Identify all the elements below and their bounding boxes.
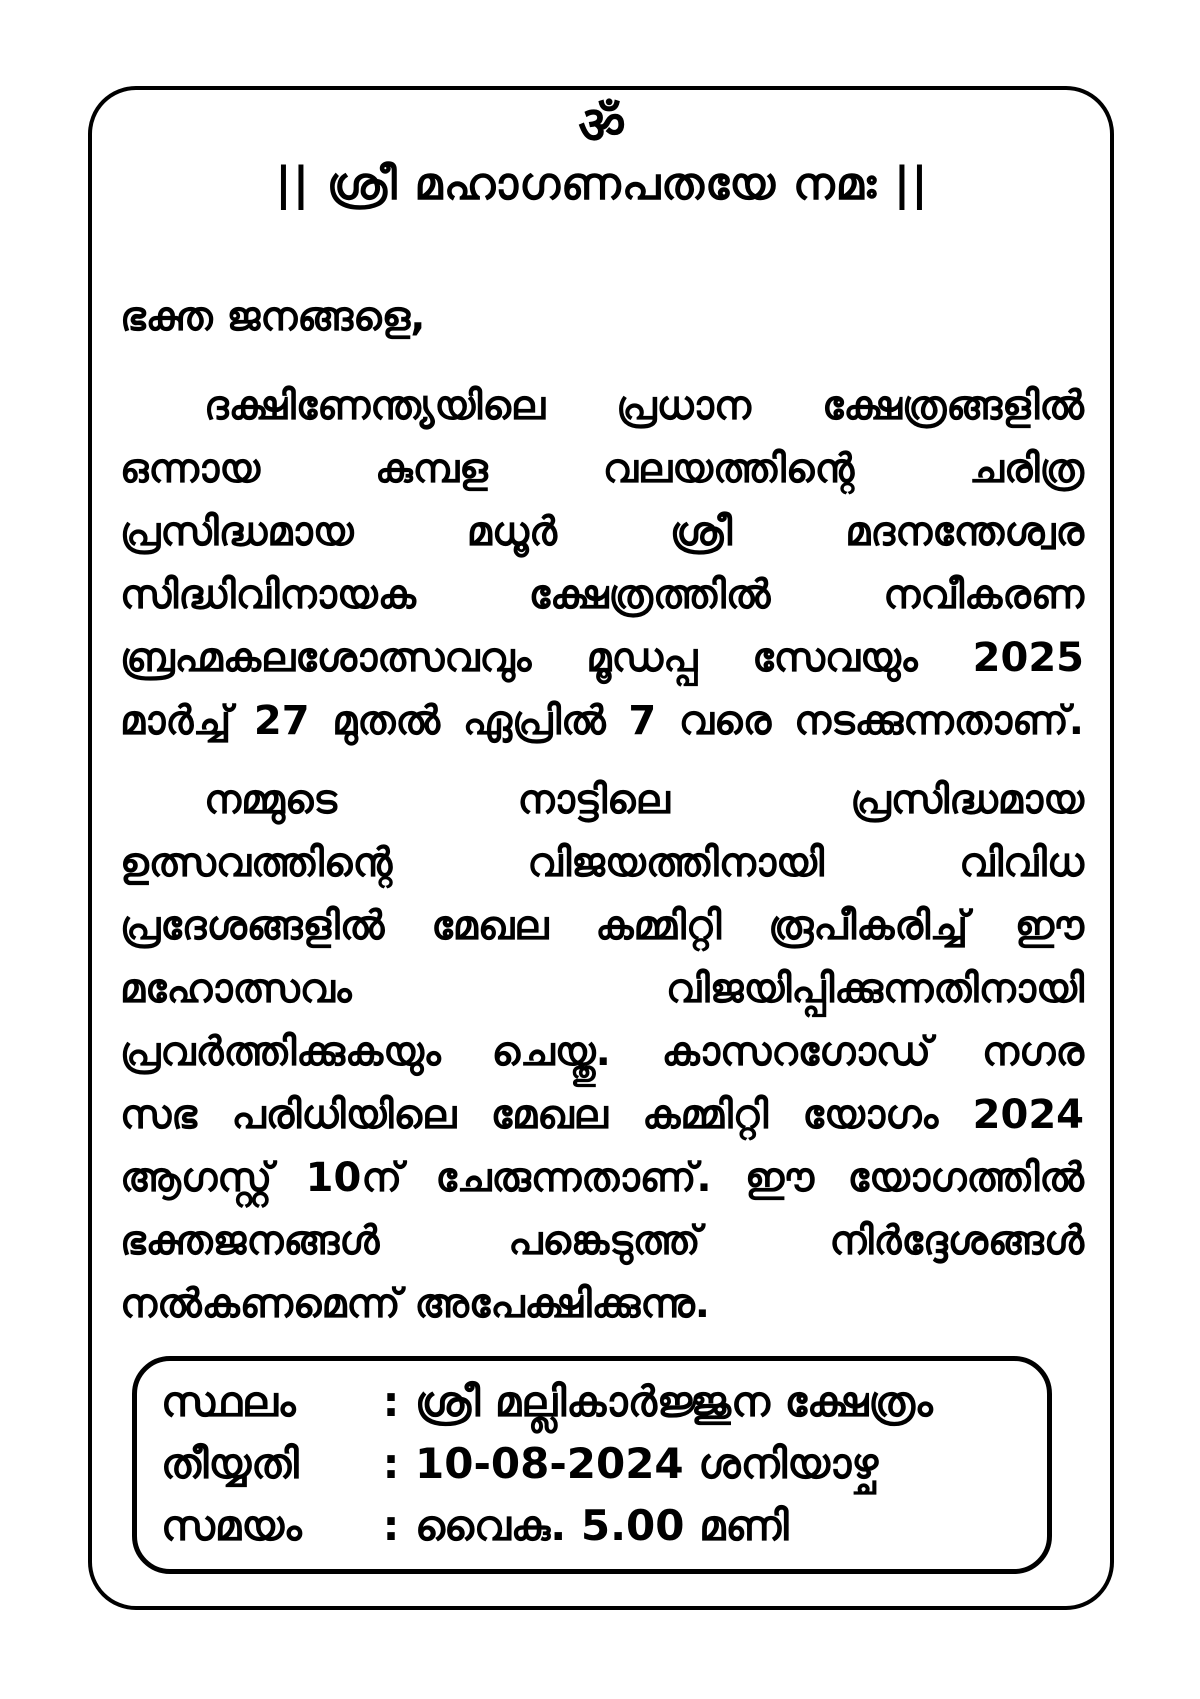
paragraph-line: നമ്മുടെ നാട്ടിലെ പ്രസിദ്ധമായ bbox=[204, 777, 1084, 823]
event-details-box bbox=[132, 1356, 1052, 1574]
paragraph-1 bbox=[120, 375, 1084, 753]
paragraph-line: ആഗസ്റ്റ് 10ന് ചേരുന്നതാണ്. ഈ യോഗത്തിൽ bbox=[120, 1155, 1084, 1201]
salutation-line: ഭക്ത ജനങ്ങളെ, bbox=[120, 294, 426, 340]
paragraph-line: മഹോത്സവം വിജയിപ്പിക്കുന്നതിനായി bbox=[120, 966, 1084, 1012]
paragraph-line: സിദ്ധിവിനായക ക്ഷേത്രത്തിൽ നവീകരണ bbox=[120, 572, 1084, 618]
venue-row bbox=[161, 1371, 1025, 1433]
page-border-frame bbox=[88, 86, 1114, 1610]
date-row bbox=[161, 1433, 1025, 1495]
time-row bbox=[161, 1495, 1025, 1557]
paragraph-line: ഭക്തജനങ്ങൾ പങ്കെടുത്ത് നിർദ്ദേശങ്ങൾ bbox=[120, 1218, 1084, 1264]
paragraph-line: പ്രവർത്തിക്കുകയും ചെയ്തു. കാസറഗോഡ് നഗര bbox=[120, 1029, 1084, 1075]
venue-label: സ്ഥലം bbox=[161, 1377, 296, 1426]
paragraph-line: ഒന്നായ കുമ്പള വലയത്തിന്റെ ചരിത്ര bbox=[120, 446, 1084, 492]
date-separator: : bbox=[382, 1439, 400, 1488]
paragraph-line: ഉത്സവത്തിന്റെ വിജയത്തിനായി വിവിധ bbox=[120, 840, 1084, 886]
paragraph-line: ദക്ഷിണേന്ത്യയിലെ പ്രധാന ക്ഷേത്രങ്ങളിൽ bbox=[204, 383, 1084, 429]
paragraph-line: ബ്രഹ്മകലശോത്സവവും മൂഡപ്പ സേവയും 2025 bbox=[120, 635, 1084, 681]
invocation-heading: || ശ്രീ മഹാഗണപതയേ നമഃ || bbox=[275, 157, 929, 210]
time-separator: : bbox=[382, 1501, 400, 1550]
time-value: വൈകു. 5.00 മണി bbox=[415, 1501, 789, 1550]
venue-value: ശ്രീ മല്ലികാർജ്ജുന ക്ഷേത്രം bbox=[415, 1377, 933, 1426]
venue-separator: : bbox=[382, 1377, 400, 1426]
om-symbol: ॐ bbox=[578, 96, 626, 156]
paragraph-line: പ്രസിദ്ധമായ മധൂർ ശ്രീ മദനന്തേശ്വര bbox=[120, 509, 1084, 555]
paragraph-line: പ്രദേശങ്ങളിൽ മേഖല കമ്മിറ്റി രൂപീകരിച്ച് ഈ bbox=[120, 903, 1084, 949]
paragraph-line: മാർച്ച് 27 മുതൽ ഏപ്രിൽ 7 വരെ നടക്കുന്നതാണ്. bbox=[120, 698, 1084, 744]
time-label: സമയം bbox=[161, 1501, 302, 1550]
paragraph-2 bbox=[120, 769, 1084, 1336]
paragraph-line: നൽകണമെന്ന് അപേക്ഷിക്കുന്നു. bbox=[120, 1281, 711, 1327]
date-value: 10-08-2024 ശനിയാഴ്ച bbox=[415, 1439, 879, 1488]
paragraph-line: സഭ പരിധിയിലെ മേഖല കമ്മിറ്റി യോഗം 2024 bbox=[120, 1092, 1084, 1138]
date-label: തീയ്യതി bbox=[161, 1439, 299, 1488]
